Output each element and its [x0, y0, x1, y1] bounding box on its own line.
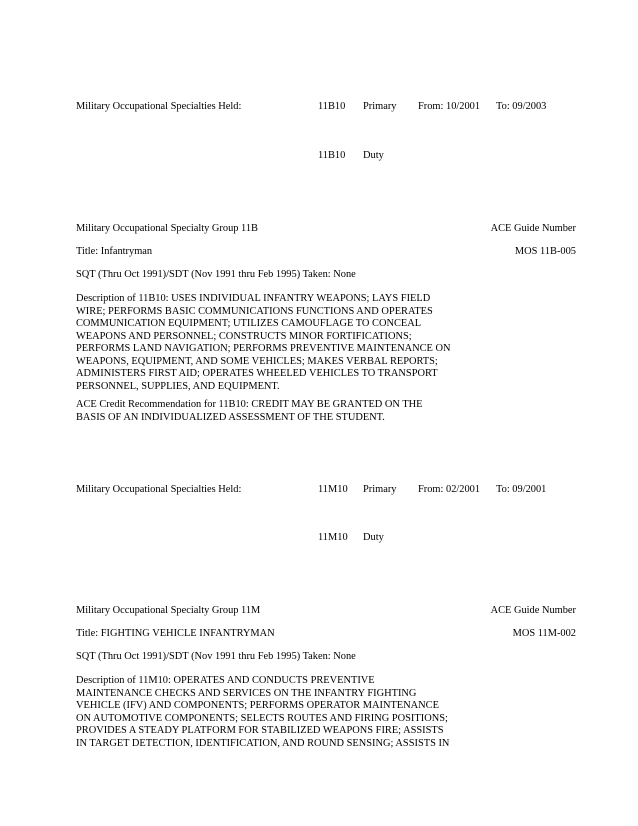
description-line: PERFORMS LAND NAVIGATION; PERFORMS PREVENTIVE MAINTENANCE ON	[76, 343, 451, 354]
credit-paragraph	[76, 399, 476, 424]
description-line: ADMINISTERS FIRST AID; OPERATES WHEELED VEHICLES TO TRANSPORT	[76, 368, 438, 379]
description-paragraph	[76, 675, 476, 750]
description-line: ON AUTOMOTIVE COMPONENTS; SELECTS ROUTES AND FIRING POSITIONS;	[76, 712, 448, 724]
ace-guide-number: MOS 11M-002	[512, 628, 576, 639]
mos-duty-code: 11M10	[318, 532, 348, 543]
mos-held-label: Military Occupational Specialties Held:	[76, 484, 242, 495]
credit-line: ACE Credit Recommendation for 11B10: CREDIT MAY BE GRANTED ON THE	[76, 399, 423, 410]
mos-primary-from: From: 10/2001	[418, 101, 481, 112]
mos-held-label: Military Occupational Specialties Held:	[76, 101, 242, 112]
mos-duty-type: Duty	[363, 150, 384, 161]
description-line: PROVIDES A STEADY PLATFORM FOR STABILIZED WEAPONS FIRE; ASSISTS	[76, 725, 444, 736]
mos-primary-type: Primary	[363, 484, 397, 495]
group-title: Military Occupational Specialty Group 11B	[76, 223, 258, 234]
mos-primary-type: Primary	[363, 101, 397, 112]
ace-guide-label: ACE Guide Number	[490, 223, 576, 234]
ace-guide-label: ACE Guide Number	[490, 605, 576, 616]
mos-primary-from: From: 02/2001	[418, 484, 481, 495]
description-line: PERSONNEL, SUPPLIES, AND EQUIPMENT.	[76, 380, 280, 392]
description-line: WIRE; PERFORMS BASIC COMMUNICATIONS FUNCTIONS AND OPERATES	[76, 305, 433, 317]
description-line: Description of 11M10: OPERATES AND CONDUCTS PREVENTIVE	[76, 675, 375, 686]
sqt-line: SQT (Thru Oct 1991)/SDT (Nov 1991 thru Feb 1995) Taken: None	[76, 269, 356, 280]
description-line: IN TARGET DETECTION, IDENTIFICATION, AND ROUND SENSING; ASSISTS IN	[76, 737, 450, 749]
description-line: VEHICLE (IFV) AND COMPONENTS; PERFORMS OPERATOR MAINTENANCE	[76, 700, 439, 711]
mos-primary-to: To: 09/2003	[496, 101, 547, 112]
mos-primary-to: To: 09/2001	[496, 484, 547, 495]
mos-duty-type: Duty	[363, 532, 384, 543]
description-line: Description of 11B10: USES INDIVIDUAL INFANTRY WEAPONS; LAYS FIELD	[76, 293, 431, 304]
description-paragraph	[76, 293, 476, 393]
mos-title: Title: FIGHTING VEHICLE INFANTRYMAN	[76, 628, 275, 639]
ace-guide-number: MOS 11B-005	[514, 246, 576, 257]
mos-title: Title: Infantryman	[76, 246, 153, 257]
description-line: WEAPONS AND PERSONNEL; CONSTRUCTS MINOR FORTIFICATIONS;	[76, 330, 412, 342]
mos-duty-code: 11B10	[318, 150, 346, 161]
description-line: COMMUNICATION EQUIPMENT; UTILIZES CAMOUFLAGE TO CONCEAL	[76, 318, 422, 329]
mos-primary-code: 11B10	[318, 101, 346, 112]
group-title: Military Occupational Specialty Group 11M	[76, 605, 261, 616]
mos-primary-code: 11M10	[318, 484, 348, 495]
description-line: WEAPONS, EQUIPMENT, AND SOME VEHICLES; MAKES VERBAL REPORTS;	[76, 355, 438, 367]
description-line: MAINTENANCE CHECKS AND SERVICES ON THE INFANTRY FIGHTING	[76, 687, 417, 699]
credit-line: BASIS OF AN INDIVIDUALIZED ASSESSMENT OF THE STUDENT.	[76, 411, 385, 423]
sqt-line: SQT (Thru Oct 1991)/SDT (Nov 1991 thru Feb 1995) Taken: None	[76, 651, 356, 662]
